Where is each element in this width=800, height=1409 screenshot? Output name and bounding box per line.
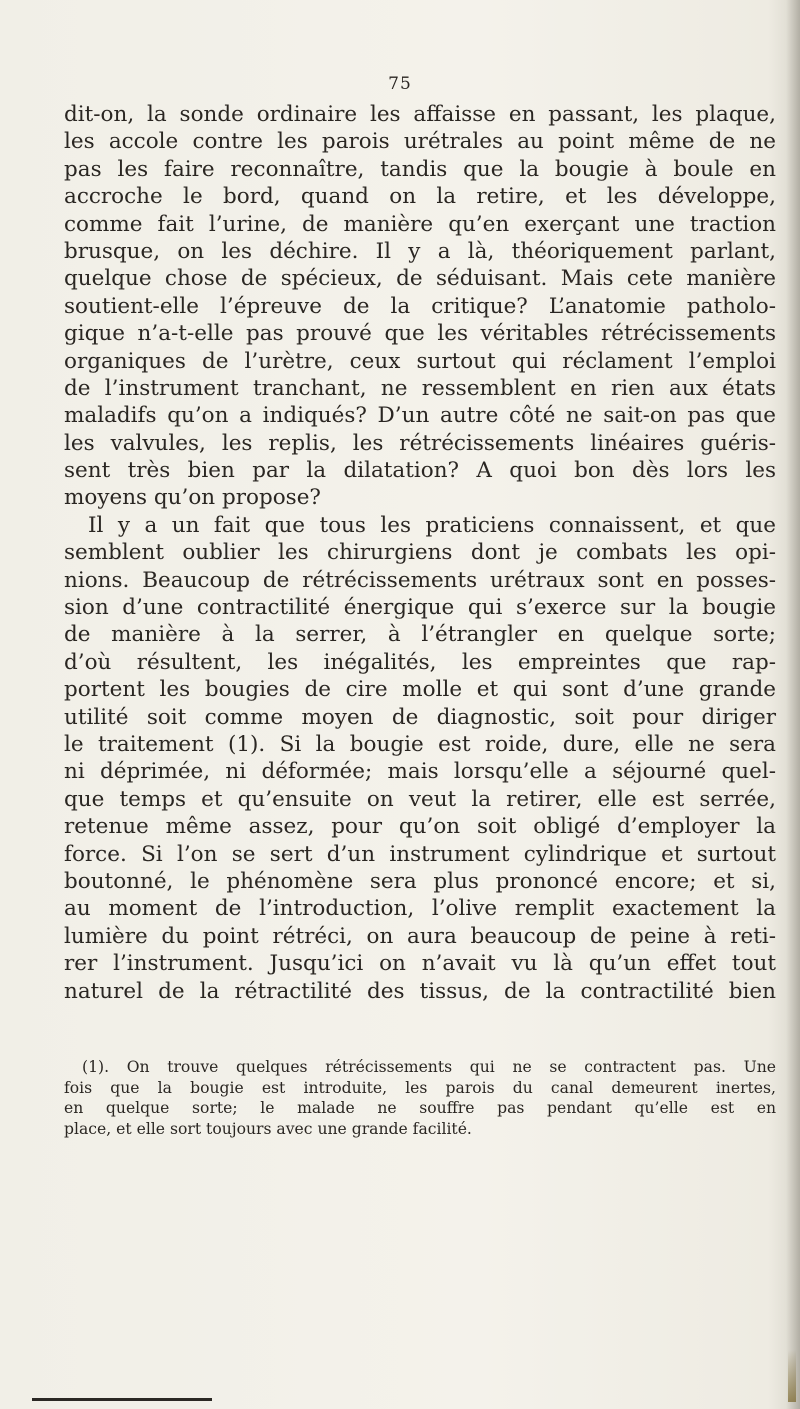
text-line: sion d’une contractilité énergique qui s’exerce sur la bougie [64, 595, 776, 621]
text-line: d’où résultent, les inégalités, les empreintes que rap- [64, 649, 776, 675]
footnote-line: en quelque sorte; le malade ne souffre pas pendant qu’elle est en [64, 1099, 776, 1117]
text-line: portent les bougies de cire molle et qui sont d’une grande [64, 677, 776, 703]
text-line: le traitement (1). Si la bougie est roide, dure, elle ne sera [64, 731, 776, 757]
text-line: gique n’a-t-elle pas prouvé que les véritables rétrécissements [64, 321, 776, 347]
text-line: ni déprimée, ni déformée; mais lorsqu’elle a séjourné quel- [64, 759, 776, 785]
footnote-line: (1). On trouve quelques rétrécissements qui ne se contractent pas. Une [82, 1058, 776, 1076]
page-edge-shadow [786, 0, 800, 1409]
text-line: nions. Beaucoup de rétrécissements urétraux sont en posses- [64, 567, 776, 593]
text-line: rer l’instrument. Jusqu’ici on n’avait vu là qu’un effet tout [64, 951, 776, 977]
text-line: les accole contre les parois urétrales au point même de ne [64, 129, 776, 155]
footnote-line: fois que la bougie est introduite, les parois du canal demeurent inertes, [64, 1078, 776, 1097]
text-line: accroche le bord, quand on la retire, et les développe, [64, 184, 776, 210]
paragraph-end-line: moyens qu’on propose? [64, 485, 321, 511]
text-line: sent très bien par la dilatation? A quoi bon dès lors les [64, 458, 776, 484]
bottom-scan-mark [32, 1398, 212, 1401]
text-line: dit-on, la sonde ordinaire les affaisse en passant, les plaque, [64, 102, 776, 127]
text-line: retenue même assez, pour qu’on soit obligé d’employer la [64, 814, 776, 840]
text-line: quelque chose de spécieux, de séduisant. Mais cete manière [64, 266, 776, 292]
text-line: comme fait l’urine, de manière qu’en exerçant une traction [64, 211, 776, 237]
text-line: organiques de l’urètre, ceux surtout qui réclament l’emploi [64, 348, 776, 374]
text-line: boutonné, le phénomène sera plus prononcé encore; et si, [64, 868, 776, 894]
main-text [64, 101, 776, 1005]
paragraph-start-line: Il y a un fait que tous les praticiens connaissent, et que [88, 512, 776, 538]
footnote [64, 1057, 776, 1139]
text-line: naturel de la rétractilité des tissus, de la contractilité bien [64, 978, 776, 1004]
text-line: brusque, on les déchire. Il y a là, théoriquement parlant, [64, 238, 776, 264]
text-line: maladifs qu’on a indiqués? D’un autre côté ne sait-on pas que [64, 403, 776, 429]
page-corner-stain [788, 1350, 796, 1402]
text-line: de l’instrument tranchant, ne ressemblent en rien aux états [64, 375, 776, 401]
text-line: pas les faire reconnaître, tandis que la bougie à boule en [64, 156, 776, 182]
footnote-line: place, et elle sort toujours avec une grande facilité. [64, 1119, 472, 1138]
text-line: les valvules, les replis, les rétrécissements linéaires guéris- [64, 430, 776, 456]
text-line: force. Si l’on se sert d’un instrument cylindrique et surtout [64, 841, 776, 867]
text-line: de manière à la serrer, à l’étrangler en quelque sorte; [64, 622, 776, 648]
text-line: au moment de l’introduction, l’olive remplit exactement la [64, 896, 776, 922]
page-number: 75 [388, 74, 412, 94]
text-line: semblent oublier les chirurgiens dont je combats les opi- [64, 540, 776, 566]
text-line: que temps et qu’ensuite on veut la retirer, elle est serrée, [64, 786, 776, 812]
text-line: utilité soit comme moyen de diagnostic, soit pour diriger [64, 704, 776, 730]
text-line: soutient-elle l’épreuve de la critique? L’anatomie patholo- [64, 293, 776, 319]
text-line: lumière du point rétréci, on aura beaucoup de peine à reti- [64, 923, 776, 949]
